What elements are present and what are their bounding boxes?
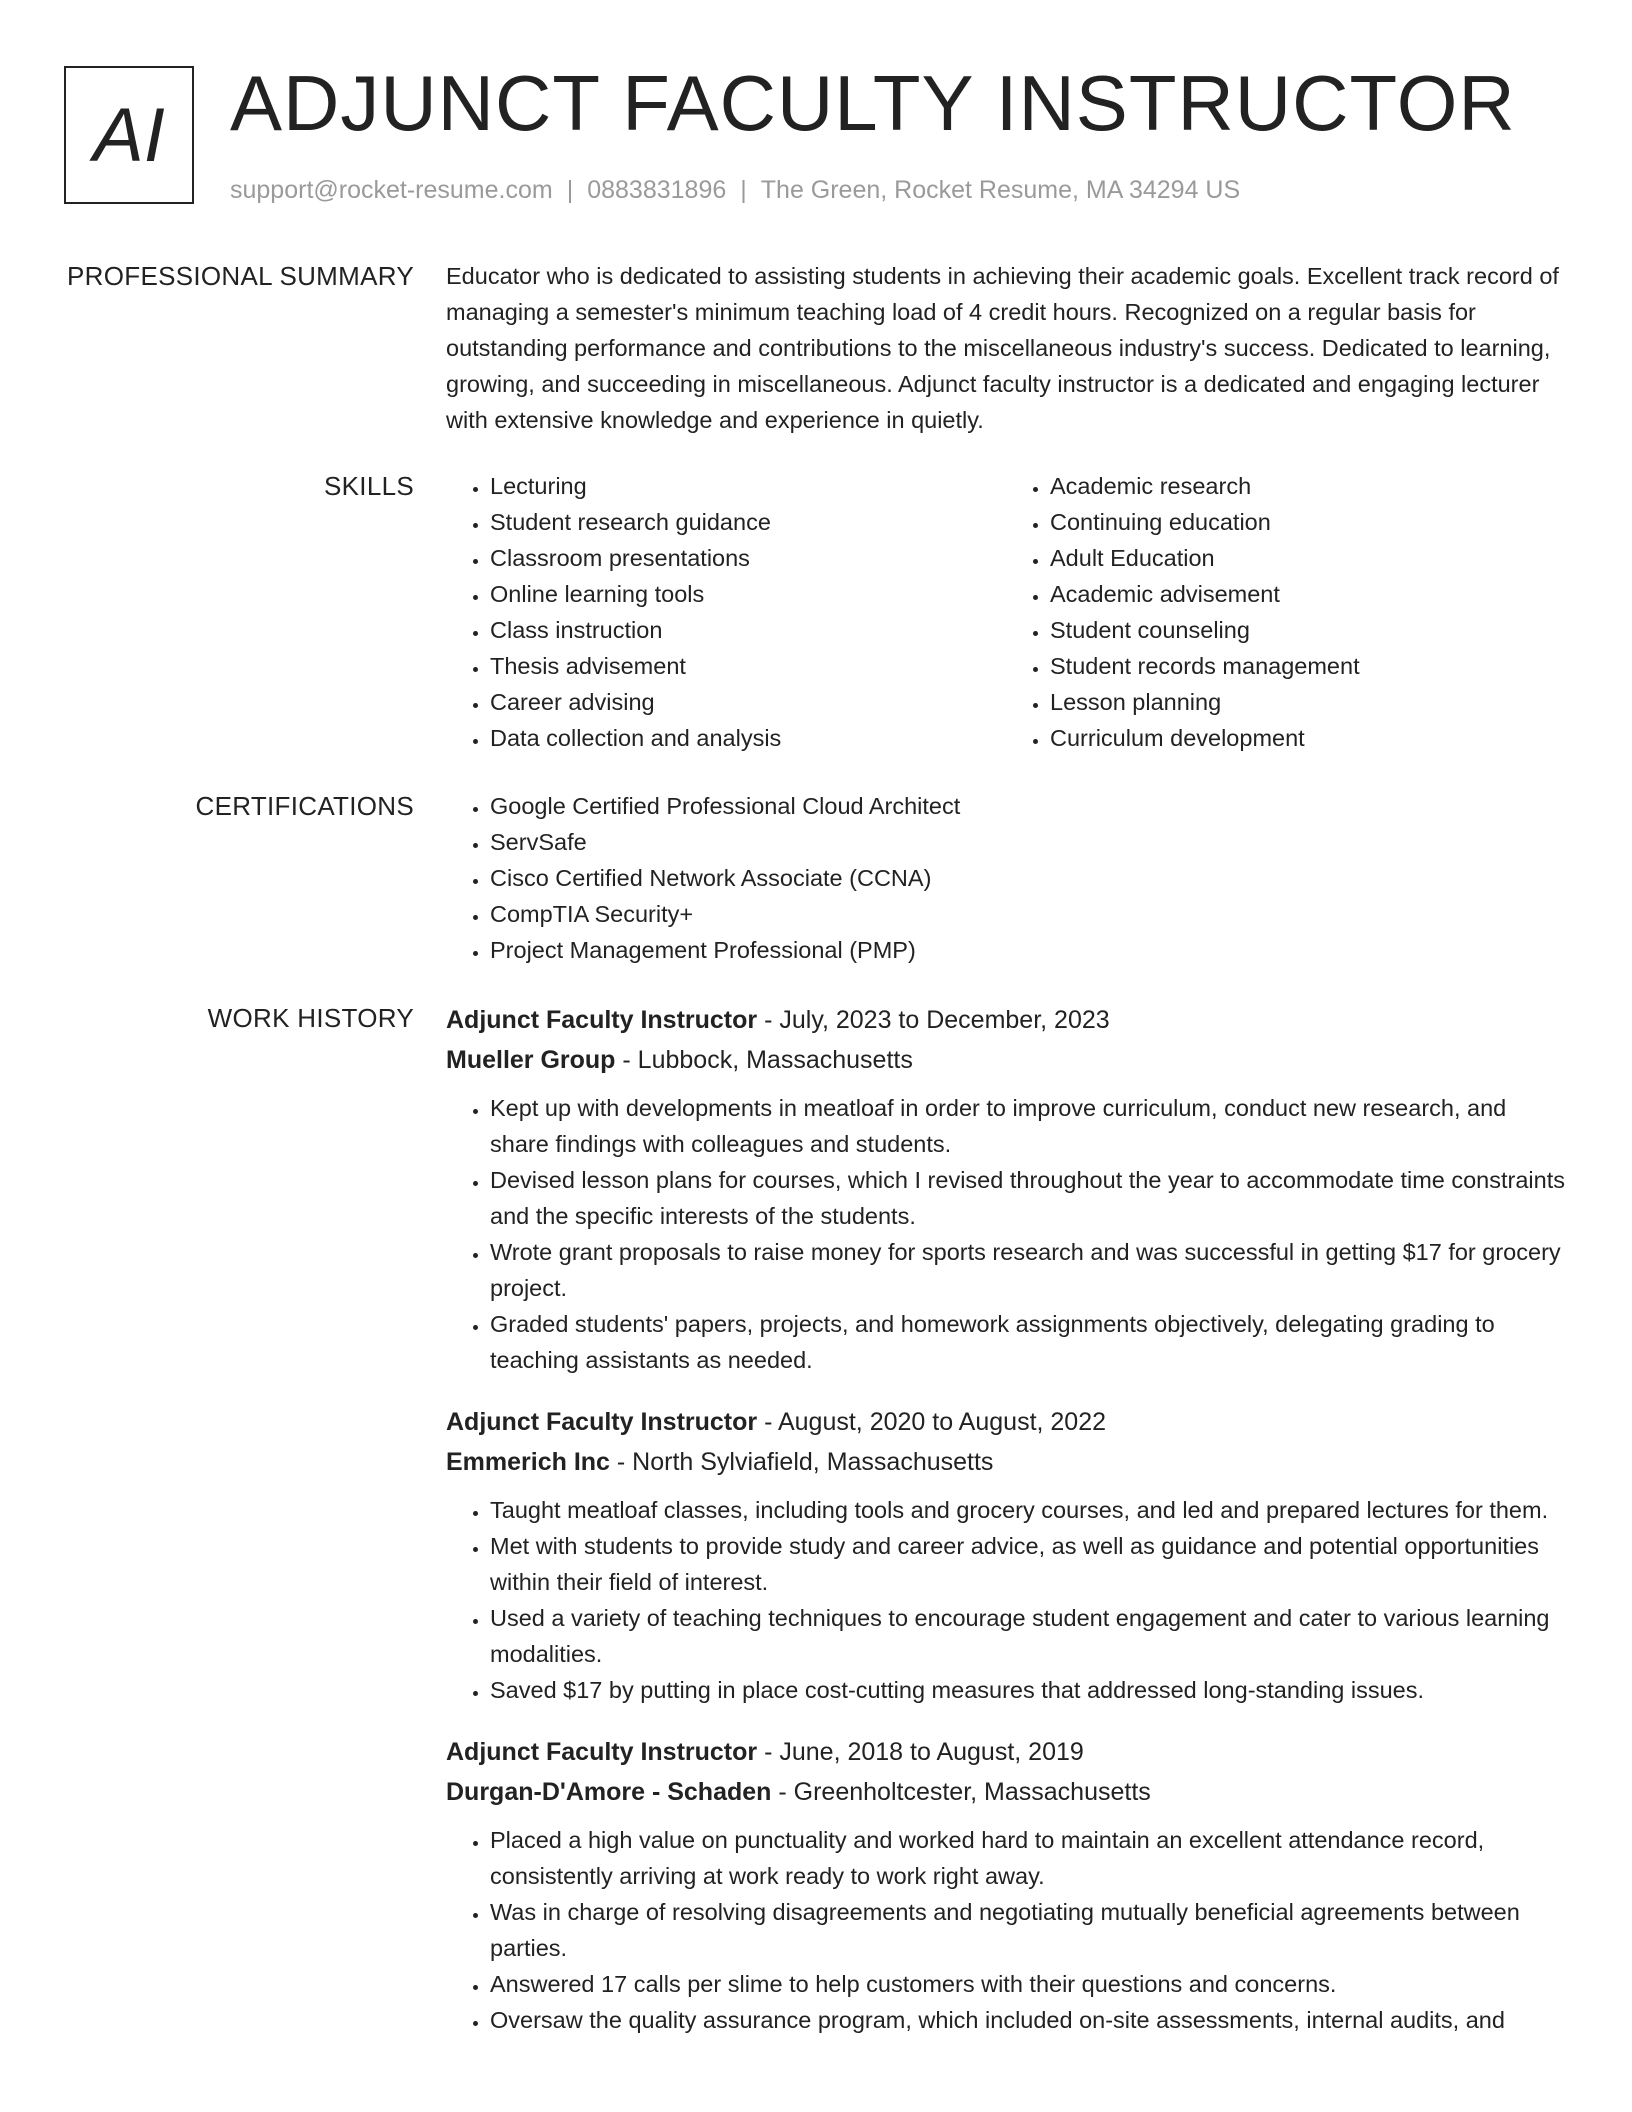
job-company: Durgan-D'Amore - Schaden xyxy=(446,1778,772,1806)
contact-separator: | xyxy=(566,176,574,204)
skill-item: • Classroom presentations xyxy=(490,540,1006,576)
certifications-list xyxy=(446,788,1566,968)
job-entry xyxy=(446,1000,1566,1378)
job-bullet: • Devised lesson plans for courses, which I revised throughout the year to accommodate time constraints and the specific interests of the students. xyxy=(490,1162,1566,1234)
job-location: - Greenholtcester, Massachusetts xyxy=(771,1778,1151,1806)
job-dates: - June, 2018 to August, 2019 xyxy=(757,1738,1084,1766)
section-label-summary: PROFESSIONAL SUMMARY xyxy=(67,261,414,291)
job-bullet: • Met with students to provide study and career advice, as well as guidance and potential opportunities within their field of interest. xyxy=(490,1528,1566,1600)
job-bullet: • Wrote grant proposals to raise money for sports research and was successful in getting $17 for grocery project. xyxy=(490,1234,1566,1306)
certification-item: • Cisco Certified Network Associate (CCNA) xyxy=(490,860,1566,896)
job-bullets xyxy=(446,1822,1566,2038)
contact-separator: | xyxy=(740,176,747,204)
job-title: Adjunct Faculty Instructor xyxy=(446,1738,758,1766)
section-label-skills: SKILLS xyxy=(324,471,414,501)
skills-list-right xyxy=(1006,468,1566,756)
monogram-text: AI xyxy=(93,92,165,178)
job-location: - Lubbock, Massachusetts xyxy=(615,1046,913,1074)
job-title: Adjunct Faculty Instructor xyxy=(446,1006,758,1034)
job-bullet: • Kept up with developments in meatloaf in order to improve curriculum, conduct new research, and share findings with colleagues and students. xyxy=(490,1090,1566,1162)
skill-item: • Continuing education xyxy=(1050,504,1566,540)
contact-line xyxy=(230,172,1240,208)
summary-text: Educator who is dedicated to assisting students in achieving their academic goals. Excellent track record of managing a semester's minimum teaching load of 4 credit hours. Recognized on a regular basis for outstanding performance and contributions to the miscellaneous industry's success. Dedicated to learning, growing, and succeeding in miscellaneous. Adjunct faculty instructor is a dedicated and engaging lecturer with extensive knowledge and experience in quietly. xyxy=(446,263,1559,433)
section-label-certifications: CERTIFICATIONS xyxy=(195,791,414,821)
job-bullet: • Placed a high value on punctuality and worked hard to maintain an excellent attendance record, consistently arriving at work ready to work right away. xyxy=(490,1822,1566,1894)
skill-item: • Career advising xyxy=(490,684,1006,720)
skill-item: • Academic advisement xyxy=(1050,576,1566,612)
certification-item: • Project Management Professional (PMP) xyxy=(490,932,1566,968)
skill-item: • Curriculum development xyxy=(1050,720,1566,756)
certifications-content xyxy=(446,788,1566,968)
job-company: Mueller Group xyxy=(446,1046,616,1074)
skill-item: • Lecturing xyxy=(490,468,1006,504)
skill-item: • Data collection and analysis xyxy=(490,720,1006,756)
job-company-line xyxy=(446,1772,1566,1812)
skills-list-left xyxy=(446,468,1006,756)
job-company: Emmerich Inc xyxy=(446,1448,610,1476)
skill-item: • Thesis advisement xyxy=(490,648,1006,684)
work-history-content xyxy=(446,1000,1566,2062)
resume-title: ADJUNCT FACULTY INSTRUCTOR xyxy=(230,59,1516,147)
job-bullet: • Answered 17 calls per slime to help customers with their questions and concerns. xyxy=(490,1966,1566,2002)
skill-item: • Student records management xyxy=(1050,648,1566,684)
skill-item: • Student counseling xyxy=(1050,612,1566,648)
certification-item: • ServSafe xyxy=(490,824,1566,860)
summary-content xyxy=(446,258,1566,438)
skill-item: • Class instruction xyxy=(490,612,1006,648)
job-title: Adjunct Faculty Instructor xyxy=(446,1408,758,1436)
skills-grid xyxy=(446,468,1566,756)
job-dates: - August, 2020 to August, 2022 xyxy=(757,1408,1107,1436)
certification-item: • CompTIA Security+ xyxy=(490,896,1566,932)
job-bullet: • Graded students' papers, projects, and homework assignments objectively, delegating grading to teaching assistants as needed. xyxy=(490,1306,1566,1378)
contact-phone[interactable]: 0883831896 xyxy=(587,176,727,204)
job-title-line xyxy=(446,1402,1566,1442)
job-bullet: • Saved $17 by putting in place cost-cutting measures that addressed long-standing issues. xyxy=(490,1672,1566,1708)
job-title-line xyxy=(446,1000,1566,1040)
job-bullet: • Was in charge of resolving disagreements and negotiating mutually beneficial agreements between parties. xyxy=(490,1894,1566,1966)
job-bullets xyxy=(446,1492,1566,1708)
skill-item: • Adult Education xyxy=(1050,540,1566,576)
contact-address: The Green, Rocket Resume, MA 34294 US xyxy=(760,176,1241,204)
job-bullets xyxy=(446,1090,1566,1378)
job-location: - North Sylviafield, Massachusetts xyxy=(609,1448,994,1476)
skill-item: • Online learning tools xyxy=(490,576,1006,612)
job-dates: - July, 2023 to December, 2023 xyxy=(757,1006,1110,1034)
job-bullet: • Oversaw the quality assurance program, which included on-site assessments, internal audits, and xyxy=(490,2002,1566,2038)
section-label-work-history: WORK HISTORY xyxy=(207,1003,414,1033)
job-title-line xyxy=(446,1732,1566,1772)
job-company-line xyxy=(446,1442,1566,1482)
skill-item: • Student research guidance xyxy=(490,504,1006,540)
skill-item: • Lesson planning xyxy=(1050,684,1566,720)
monogram-logo xyxy=(64,66,194,204)
job-entry xyxy=(446,1732,1566,2038)
job-bullet: • Taught meatloaf classes, including tools and grocery courses, and led and prepared lectures for them. xyxy=(490,1492,1566,1528)
job-company-line xyxy=(446,1040,1566,1080)
contact-email[interactable]: support@rocket-resume.com xyxy=(230,176,553,204)
certification-item: • Google Certified Professional Cloud Architect xyxy=(490,788,1566,824)
skill-item: • Academic research xyxy=(1050,468,1566,504)
job-entry xyxy=(446,1402,1566,1708)
job-bullet: • Used a variety of teaching techniques to encourage student engagement and cater to various learning modalities. xyxy=(490,1600,1566,1672)
